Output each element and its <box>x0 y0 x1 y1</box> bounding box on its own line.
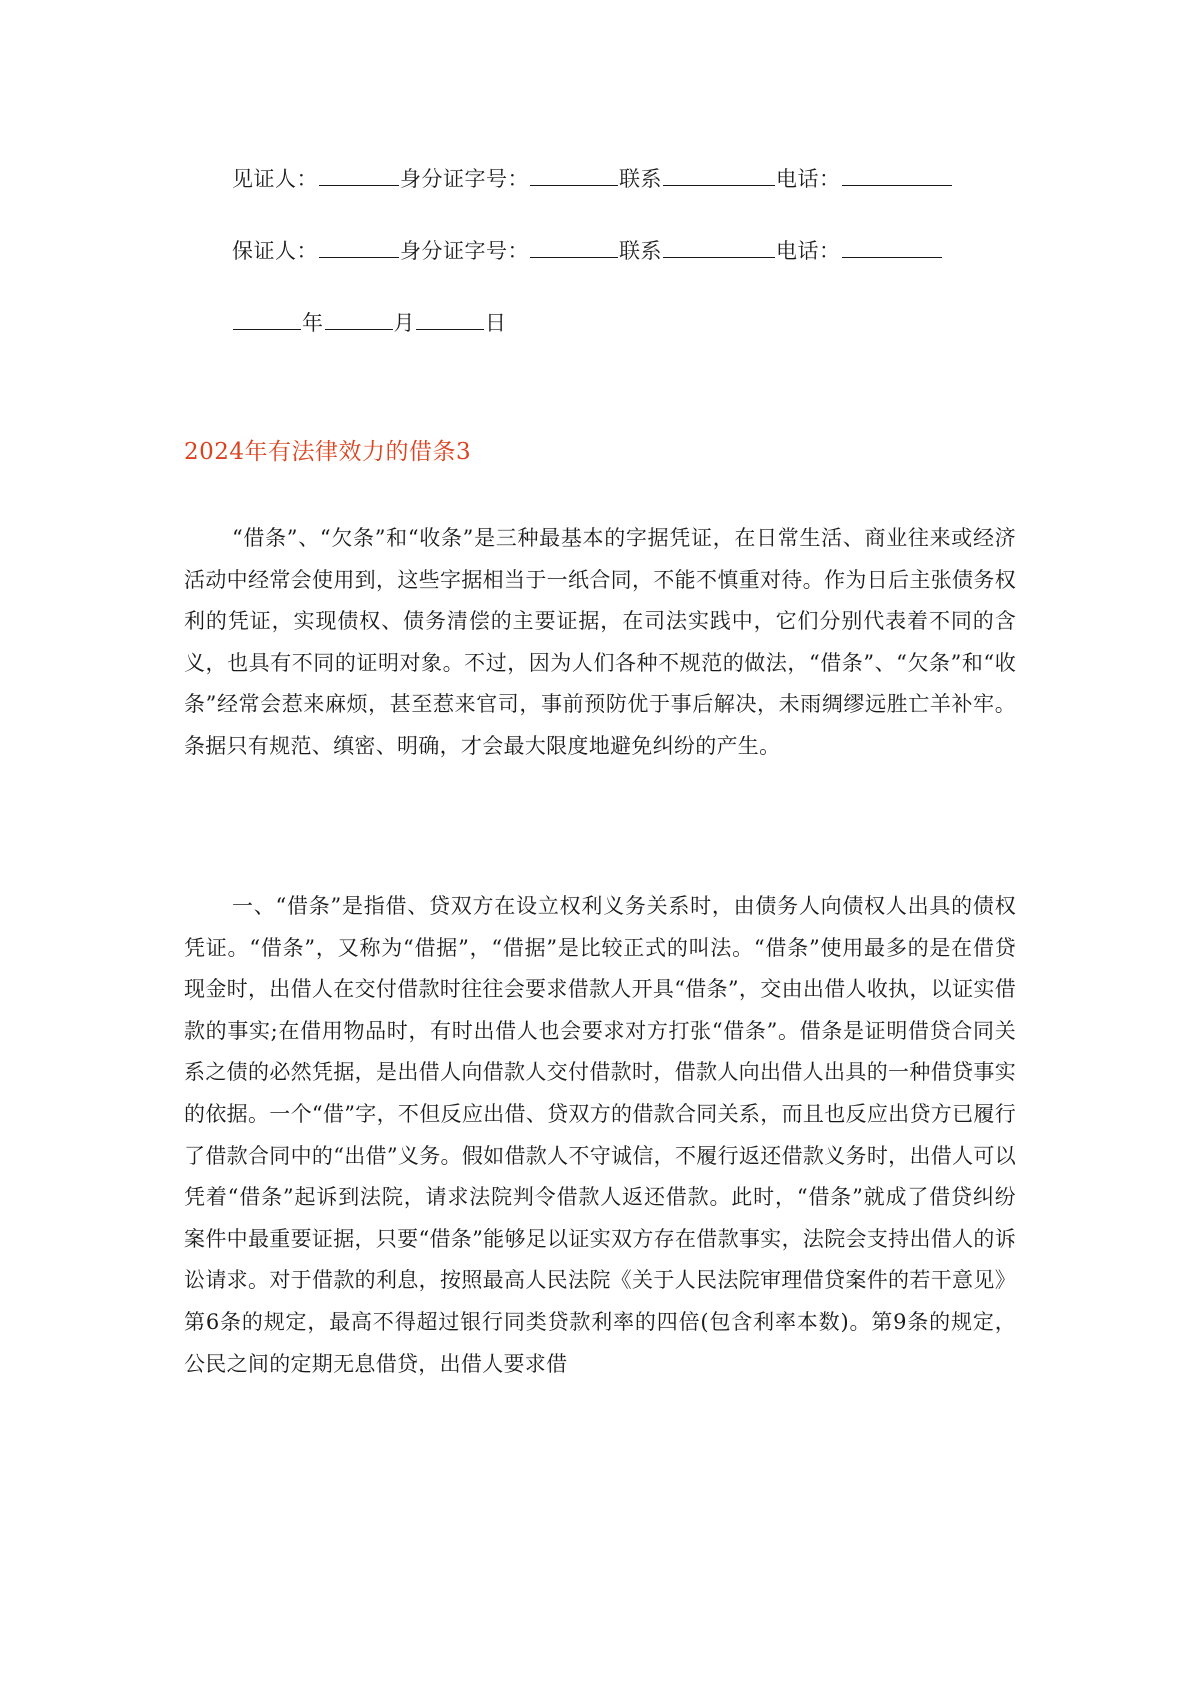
day-blank <box>416 309 484 330</box>
guarantor-id-blank <box>530 237 618 258</box>
month-label: 月 <box>393 311 415 335</box>
section-title: 2024年有法律效力的借条3 <box>184 439 472 465</box>
witness-name-blank <box>319 165 399 186</box>
guarantor-line <box>232 236 943 266</box>
witness-line <box>232 164 953 194</box>
paragraph-jietiao: 一、“借条”是指借、贷双方在设立权利义务关系时，由债务人向债权人出具的债权凭证。“借条”，又称为“借据”，“借据”是比较正式的叫法。“借条”使用最多的是在借贷现金时，出借人在交付借款时往往会要求借款人开具“借条”，交由出借人收执，以证实借款的事实;在借用物品时，有时出借人也会要求对方打张“借条”。借条是证明借贷合同关系之债的必然凭据，是出借人向借款人交付借款时，借款人向出借人出具的一种借贷事实的依据。一个“借”字，不但反应出借、贷双方的借款合同关系，而且也反应出贷方已履行了借款合同中的“出借”义务。假如借款人不守诚信，不履行返还借款义务时，出借人可以凭着“借条”起诉到法院，请求法院判令借款人返还借款。此时，“借条”就成了借贷纠纷案件中最重要证据，只要“借条”能够足以证实双方存在借款事实，法院会支持出借人的诉讼请求。对于借款的利息，按照最高人民法院《关于人民法院审理借贷案件的若干意见》第6条的规定，最高不得超过银行同类贷款利率的四倍(包含利率本数)。第9条的规定，公民之间的定期无息借贷，出借人要求借 <box>184 894 1016 1376</box>
guarantor-contact-label: 联系 <box>619 239 662 263</box>
witness-contact-label: 联系 <box>619 167 662 191</box>
guarantor-phone-blank <box>842 237 942 258</box>
paragraph-intro: “借条”、“欠条”和“收条”是三种最基本的字据凭证，在日常生活、商业往来或经济活动中经常会使用到，这些字据相当于一纸合同，不能不慎重对待。作为日后主张债务权利的凭证，实现债权、债务清偿的主要证据，在司法实践中，它们分别代表着不同的含义，也具有不同的证明对象。不过，因为人们各种不规范的做法，“借条”、“欠条”和“收条”经常会惹来麻烦，甚至惹来官司，事前预防优于事后解决，未雨绸缪远胜亡羊补牢。条据只有规范、缜密、明确，才会最大限度地避免纠纷的产生。 <box>184 526 1016 758</box>
witness-phone-blank <box>842 165 952 186</box>
guarantor-id-label: 身分证字号： <box>400 239 529 263</box>
witness-id-label: 身分证字号： <box>400 167 529 191</box>
month-blank <box>325 309 393 330</box>
guarantor-name-blank <box>319 237 399 258</box>
year-label: 年 <box>302 311 324 335</box>
witness-contact-blank <box>663 165 775 186</box>
day-label: 日 <box>485 311 507 335</box>
witness-label: 见证人： <box>232 167 318 191</box>
guarantor-phone-label: 电话： <box>776 239 841 263</box>
year-blank <box>233 309 301 330</box>
date-line <box>232 308 507 338</box>
guarantor-label: 保证人： <box>232 239 318 263</box>
witness-id-blank <box>530 165 618 186</box>
guarantor-contact-blank <box>663 237 775 258</box>
witness-phone-label: 电话： <box>776 167 841 191</box>
